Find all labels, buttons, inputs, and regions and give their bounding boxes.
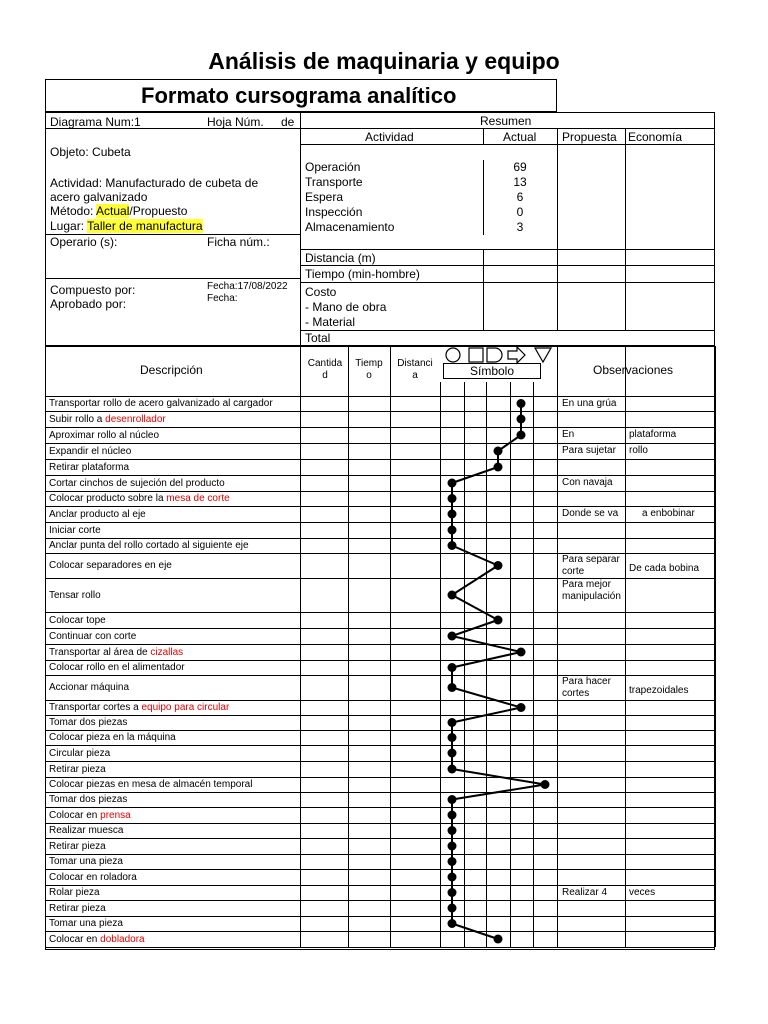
table-row-observation: En una grúa [562,398,617,409]
sheet-of: de [281,115,295,129]
flow-step-dot [517,399,526,408]
table-row-observation-2: De cada bobina [629,563,700,574]
table-row-observation: Con navaja [562,477,613,488]
table-row-description: Transportar rollo de acero galvanizado al cargador [49,398,273,409]
flow-step-dot [448,857,457,866]
table-row-description: Colocar en roladora [49,871,137,883]
activity-field-1: Actividad: Manufacturado de cubeta de [50,176,259,190]
flow-connector [452,595,498,620]
flow-step-dot [448,663,457,672]
col-tiempo: Tiemp o [355,358,383,381]
flow-step-dot [448,811,457,820]
flow-connector [452,467,498,483]
flow-connector [452,924,498,940]
table-row-observation: En [562,429,575,440]
flow-step-dot [448,795,457,804]
date-2: Fecha: [207,293,238,304]
table-row-description: Accionar máquina [49,682,130,693]
summary-activity-label: Transporte [305,175,363,189]
table-row-description: Colocar piezas en mesa de almacén temporal [49,779,253,790]
flow-step-dot [448,765,457,774]
summary-activity-actual: 6 [516,190,524,204]
table-row-description: Colocar rollo en el alimentador [49,662,185,673]
table-row-description: Colocar separadores en eje [49,560,172,571]
flow-connector [452,546,498,566]
table-row-description: Expandir el núcleo [49,445,132,457]
flow-step-dot [448,526,457,535]
col-observaciones: Observaciones [593,363,674,377]
summary-activity-actual: 69 [513,160,527,174]
table-row-observation: Realizar 4 [562,887,608,898]
badge-number-field: Ficha núm.: [207,235,270,249]
flow-step-dot [448,632,457,641]
table-row-description: Colocar producto sobre la mesa de corte [49,493,230,504]
table-row-description: Iniciar corte [49,524,101,536]
flow-step-dot [448,683,457,692]
date-1: Fecha:17/08/2022 [207,281,288,292]
col-actual: Actual [503,130,537,144]
approved-by: Aprobado por: [50,297,127,311]
col-actividad: Actividad [365,130,414,144]
table-row-observation: Para sujetar [562,445,616,456]
flow-step-dot [448,842,457,851]
table-row-observation-2: veces [629,887,656,898]
page-title: Análisis de maquinaria y equipo [208,48,560,74]
table-row-description: Retirar pieza [49,840,106,852]
labor-label: - Mano de obra [305,300,387,314]
place-field: Lugar: Taller de manufactura [50,219,203,233]
distance-label: Distancia (m) [305,251,376,265]
flow-step-dot [494,561,503,570]
flow-connector [452,785,545,800]
col-propuesta: Propuesta [562,130,617,144]
flow-step-dot [448,541,457,550]
flow-step-dot [448,718,457,727]
table-row-description: Colocar en prensa [49,809,131,821]
summary-activity-actual: 3 [516,220,524,234]
symbol-label: Símbolo [469,364,515,378]
table-row-description: Tomar dos piezas [49,717,128,728]
flow-step-dot [448,749,457,758]
flow-step-dot [448,591,457,600]
form-title: Formato cursograma analítico [141,83,457,108]
flow-step-dot [448,826,457,835]
activity-field-2: acero galvanizado [50,190,148,204]
operator-field: Operario (s): [50,235,118,249]
table-row-observation-2: a enbobinar [642,508,695,519]
table-row-observation: Donde se va [562,508,619,519]
table-row-description: Retirar plataforma [49,461,130,473]
summary-activity-label: Almacenamiento [305,220,395,234]
summary-activity-label: Inspección [305,205,363,219]
flow-step-dot [448,904,457,913]
summary-activity-actual: 0 [516,205,524,219]
composed-by: Compuesto por: [50,283,136,297]
table-row-description: Retirar pieza [49,763,106,775]
table-row-description: Circular pieza [49,747,111,759]
table-row-description: Rolar pieza [49,887,100,898]
summary-activity-label: Operación [305,160,361,174]
flow-connector [452,652,521,668]
cost-label: Costo [305,285,337,299]
flow-step-dot [448,494,457,503]
table-row-description: Realizar muesca [49,825,124,836]
flow-step-dot [448,919,457,928]
table-row-description: Aproximar rollo al núcleo [49,429,160,441]
flow-step-dot [517,648,526,657]
diagram-number: Diagrama Num:1 [50,115,141,129]
table-row-description: Tomar una pieza [49,918,123,929]
table-row-description: Subir rollo a desenrollador [49,413,166,425]
flow-step-dot [541,780,550,789]
flow-step-dot [448,733,457,742]
table-row-description: Continuar con corte [49,630,137,642]
flow-connector [452,636,521,652]
table-row-description: Anclar punta del rollo cortado al siguiente eje [49,540,249,551]
flow-step-dot [517,431,526,440]
table-row-description: Anclar producto al eje [49,508,146,520]
table-row-description: Colocar en dobladora [49,933,145,945]
flow-step-dot [494,447,503,456]
sheet-number: Hoja Núm. [207,115,264,129]
table-row-description: Tomar dos piezas [49,794,128,805]
material-label: - Material [305,315,356,329]
flow-step-dot [448,479,457,488]
table-row-observation-2: trapezoidales [629,685,689,696]
col-descripcion: Descripción [140,363,203,377]
summary-title: Resumen [480,114,532,128]
flow-step-dot [494,616,503,625]
table-row-description: Retirar pieza [49,902,106,914]
table-row-description: Tomar una pieza [49,856,123,867]
table-row-description: Transportar cortes a equipo para circular [49,702,230,713]
table-row-description: Colocar tope [49,614,106,626]
method-field: Método: Actual/Propuesto [50,204,188,218]
flow-connector [452,708,521,723]
flow-step-dot [448,873,457,882]
col-distancia: Distanci a [397,358,433,381]
table-row-description: Tensar rollo [49,589,101,601]
summary-activity-label: Espera [305,190,344,204]
time-label: Tiempo (min-hombre) [305,267,420,281]
flow-step-dot [517,703,526,712]
total-label: Total [305,331,331,345]
table-row-description: Transportar al área de cizallas [49,646,184,658]
flow-step-dot [448,888,457,897]
object-field: Objeto: Cubeta [50,145,131,159]
table-row-observation: Para mejor manipulación [562,579,621,602]
flow-connector [452,620,498,636]
flow-connector [452,566,498,596]
table-row-observation-2: plataforma [629,429,677,440]
flow-step-dot [494,463,503,472]
flow-step-dot [448,510,457,519]
table-row-observation-2: rollo [629,445,648,456]
flow-step-dot [494,935,503,944]
flow-connector [452,688,521,708]
table-row-observation: Para separar corte [562,554,620,577]
flow-connector [452,769,545,785]
col-cantidad: Cantida d [307,358,343,381]
table-row-description: Colocar pieza en la máquina [49,732,176,743]
table-row-description: Cortar cinchos de sujeción del producto [49,477,225,489]
flow-step-dot [517,415,526,424]
table-row-observation: Para hacer cortes [562,676,611,699]
summary-activity-actual: 13 [513,175,527,189]
col-economia: Economía [628,130,683,144]
